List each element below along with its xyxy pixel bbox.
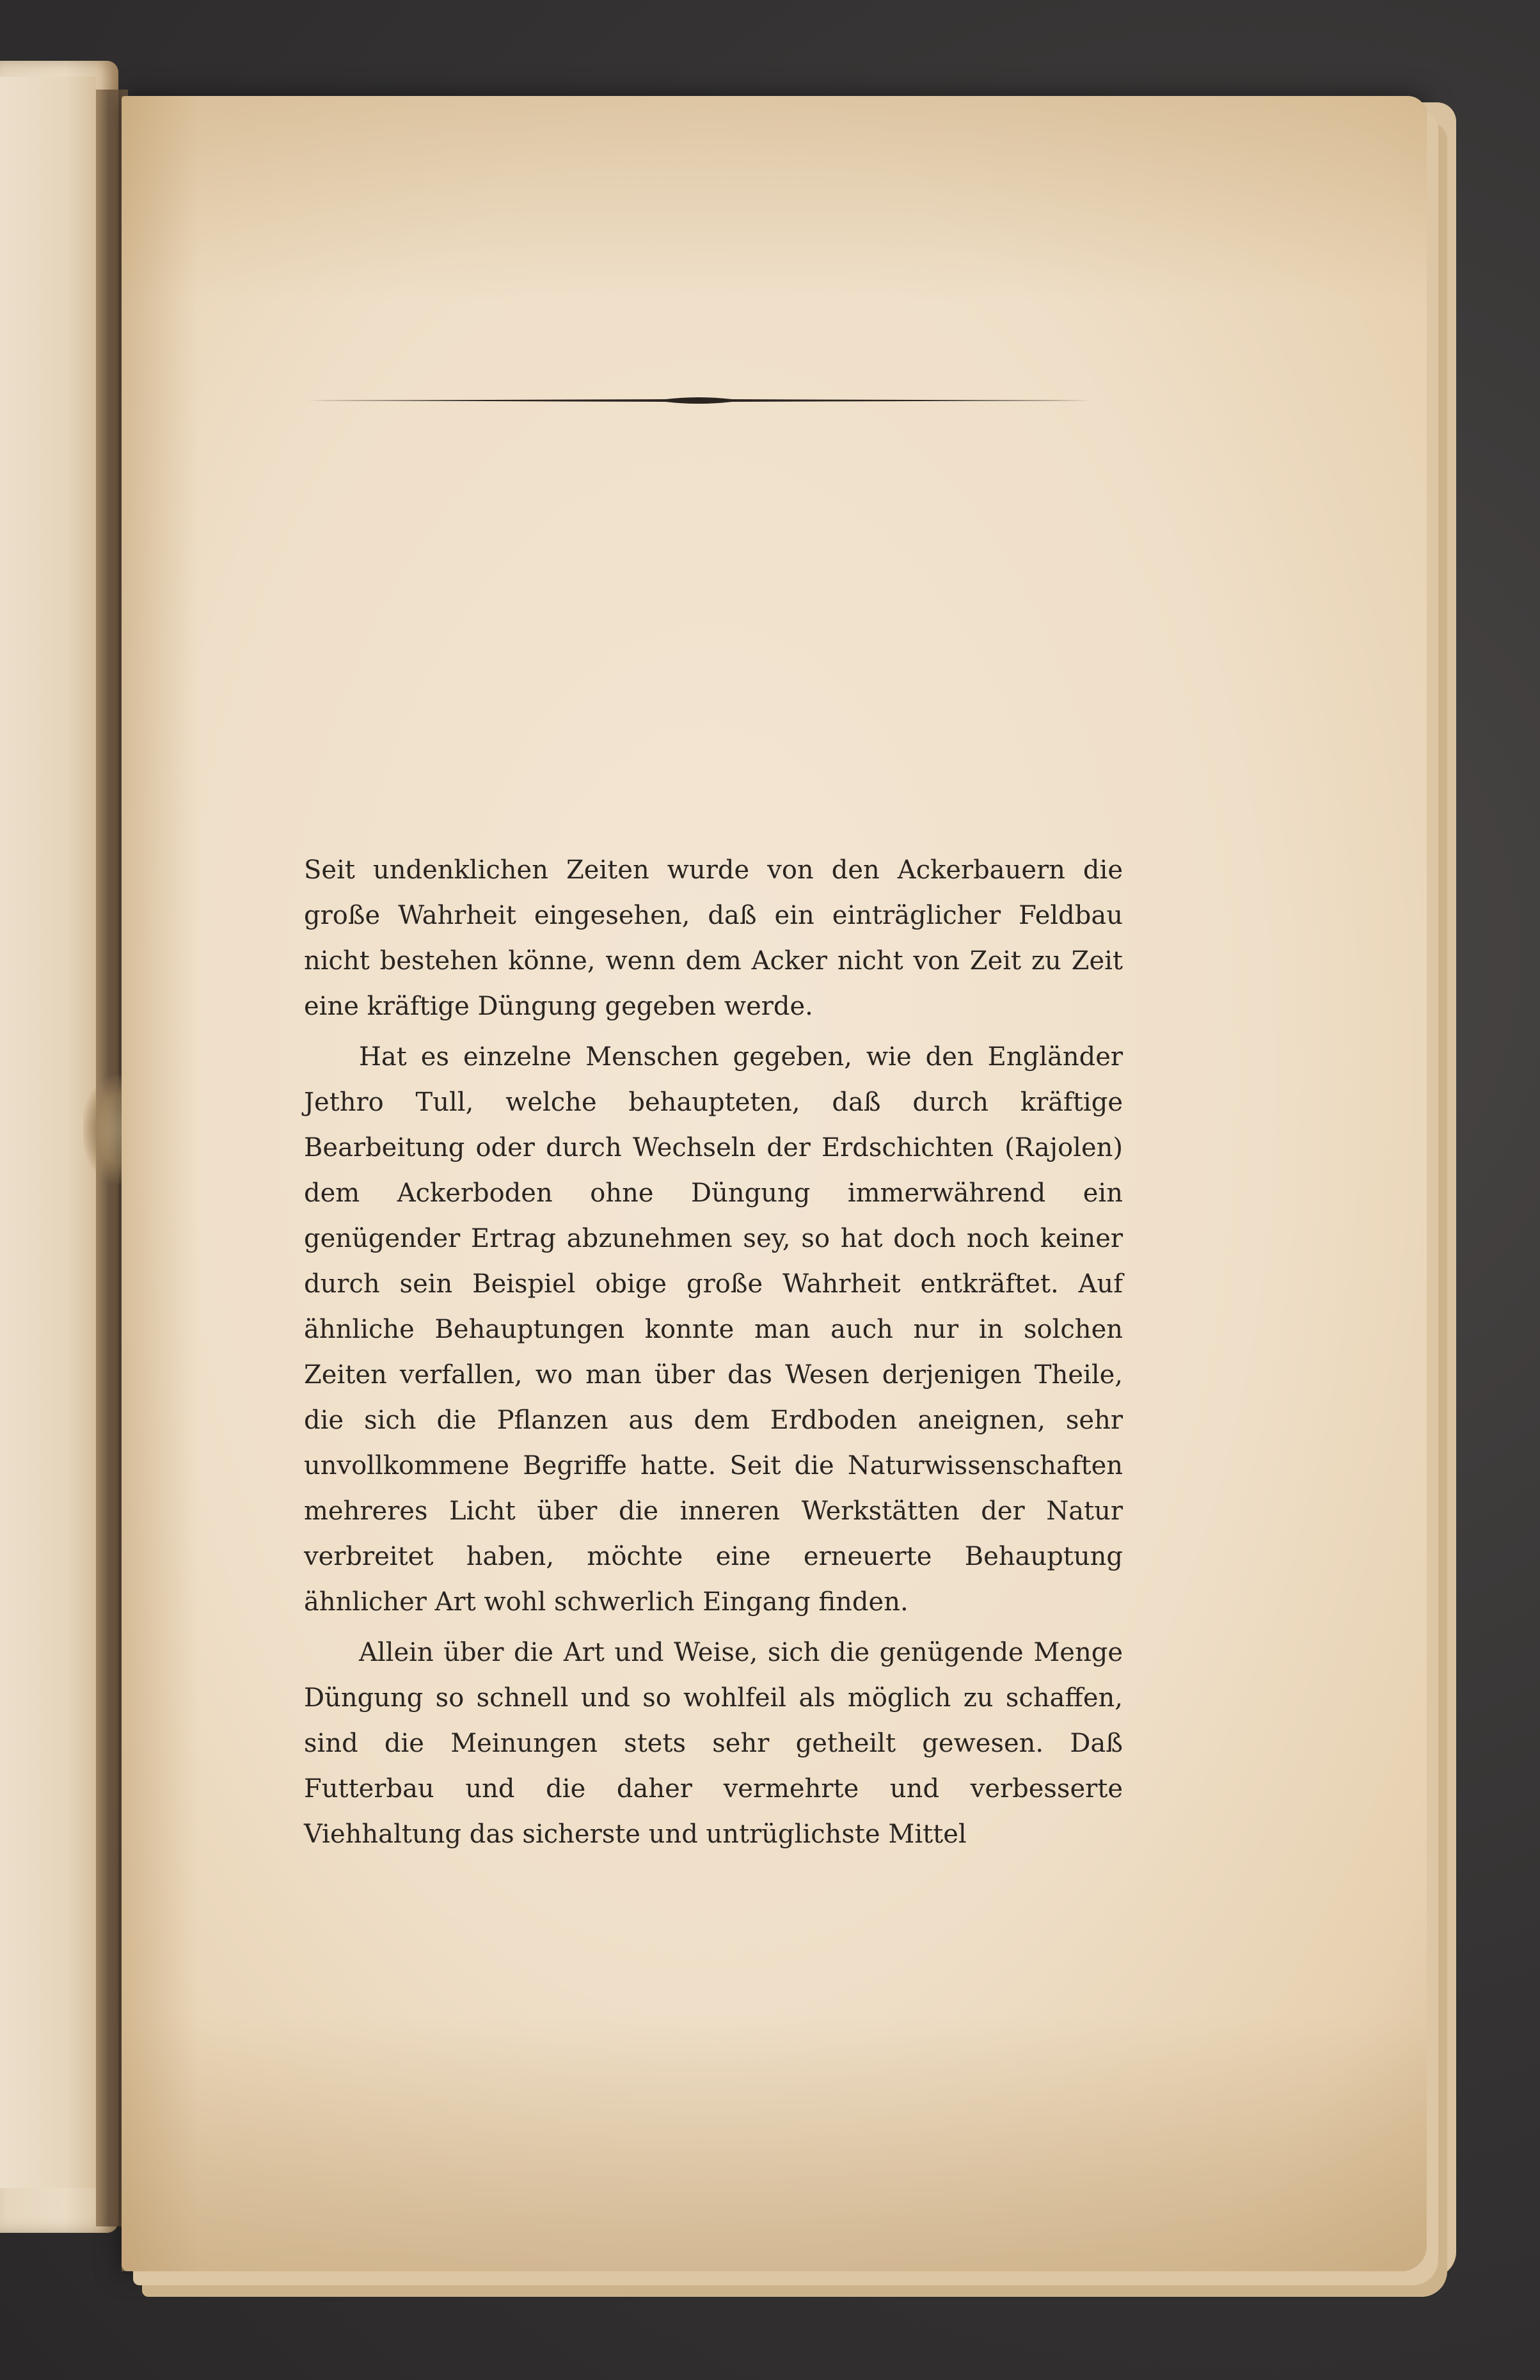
paragraph-2: Hat es einzelne Menschen gegeben, wie den Engländer Jethro Tull, welche behaupteten, daß durch kräftige Bearbeitung oder durch Wechseln der Erdschichten (Rajolen) dem Ackerboden ohne Düngung immerwährend ein genügender Ertrag abzunehmen sey, so hat doch noch keiner durch sein Beispiel obige große Wahrheit entkräftet. Auf ähnliche Behauptungen konnte man auch nur in solchen Zeiten verfallen, wo man über das Wesen derjenigen Theile, die sich die Pflanzen aus dem Erdboden aneignen, sehr unvollkommene Begriffe hatte. Seit die Naturwissenschaften mehreres Licht über die inneren Werkstätten der Natur verbreitet haben, möchte eine erneuerte Behauptung ähnlicher Art wohl schwerlich Eingang finden. (304, 1042, 1123, 1617)
paragraph-3: Allein über die Art und Weise, sich die genügende Menge Düngung so schnell und so wohlfeil als möglich zu schaffen, sind die Meinungen stets sehr getheilt gewesen. Daß Futterbau und die daher vermehrte und verbesserte Viehhaltung das sicherste und untrüglichste Mittel (304, 1638, 1123, 1849)
page-stain-bottom (122, 2015, 1427, 2271)
left-page-surface (0, 77, 96, 2188)
page-stain-left (122, 96, 198, 2271)
page-stain-top (122, 96, 1427, 301)
body-text (304, 848, 1123, 1857)
paragraph-1: Seit undenklichen Zeiten wurde von den Ackerbauern die große Wahrheit eingesehen, daß ein einträglicher Feldbau nicht bestehen könne, wenn dem Acker nicht von Zeit zu Zeit eine kräftige Düngung gegeben werde. (304, 855, 1123, 1021)
decorative-rule (307, 395, 1091, 406)
